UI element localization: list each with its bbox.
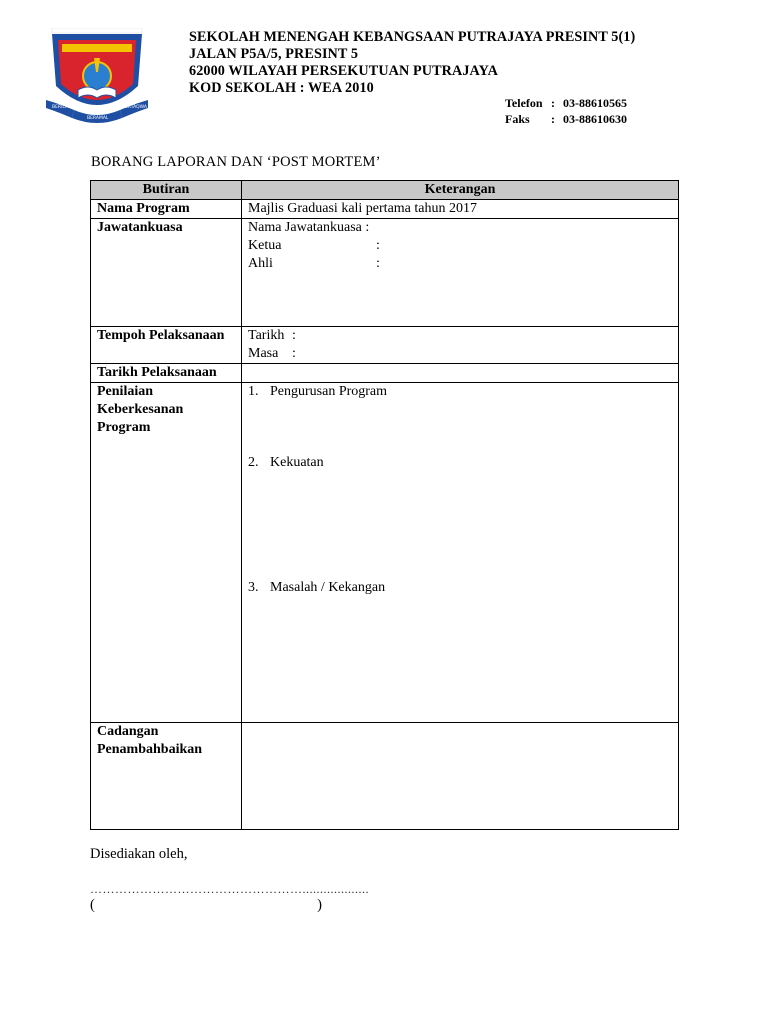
label-penilaian-l1: Penilaian [97,384,154,399]
row-jawatankuasa [91,219,679,327]
item-text: Kekuatan [270,455,324,470]
label-penilaian-l3: Program [97,420,151,435]
row-cadangan [91,723,679,830]
label-cadangan [91,723,242,830]
item-text: Masalah / Kekangan [270,580,386,595]
header-butiran: Butiran [91,181,242,200]
paren-close: ) [317,897,322,913]
penilaian-item-1 [248,383,672,401]
label-cadangan-l2: Penambahbaikan [97,742,203,757]
telefon-row [505,95,627,111]
label-jawatankuasa: Jawatankuasa [91,219,242,327]
signature-line[interactable]: ……………………………………………................... [90,882,369,896]
logo-motto-left: BERILMU [52,105,73,110]
value-nama-program[interactable]: Majlis Graduasi kali pertama tahun 2017 [242,200,679,219]
faks-row [505,111,627,127]
row-tempoh [91,327,679,364]
label-penilaian [91,383,242,723]
item-text: Pengurusan Program [270,384,388,399]
ahli-label: Ahli [248,256,273,271]
school-name: SEKOLAH MENENGAH KEBANGSAAN PUTRAJAYA PRESINT 5(1) [189,29,636,45]
logo-top-strip [52,28,142,33]
value-tempoh[interactable] [242,327,679,364]
header-keterangan: Keterangan [242,181,679,200]
label-cadangan-l1: Cadangan [97,724,159,739]
telefon-value: 03-88610565 [563,96,627,110]
ahli-colon: : [376,256,380,271]
value-penilaian[interactable] [242,383,679,723]
row-tarikh-pelaksanaan [91,364,679,383]
row-penilaian [91,383,679,723]
letterhead [189,29,635,97]
contact-block [505,95,627,127]
logo-motto-bottom: BERAMAL [87,116,109,121]
masa-colon: : [292,346,296,361]
row-nama-program [91,200,679,219]
masa-label: Masa [248,346,279,361]
item-number: 2. [248,455,259,470]
penilaian-item-2 [248,454,672,472]
name-parentheses[interactable] [90,897,322,914]
table-header-row [91,181,679,200]
faks-label: Faks [505,112,530,126]
school-logo [44,28,150,126]
value-tarikh-pelaksanaan[interactable] [242,364,679,383]
label-penilaian-l2: Keberkesanan [97,402,184,417]
faks-colon: : [551,112,555,126]
ketua-line [248,237,672,255]
telefon-colon: : [551,96,555,110]
telefon-label: Telefon [505,96,543,110]
logo-motto-right: BERTAQWA [122,105,147,110]
school-address-line2: 62000 WILAYAH PERSEKUTUAN PUTRAJAYA [189,63,498,79]
tarikh-line [248,327,672,345]
ketua-label: Ketua [248,238,282,253]
item-number: 3. [248,580,259,595]
label-tempoh: Tempoh Pelaksanaan [91,327,242,364]
tarikh-label: Tarikh [248,328,285,343]
penilaian-item-3 [248,579,672,597]
ketua-colon: : [376,238,380,253]
report-form-table [90,180,679,830]
masa-line [248,345,672,363]
form-title: BORANG LAPORAN DAN ‘POST MORTEM’ [91,154,381,170]
nama-jawatankuasa-line: Nama Jawatankuasa : [248,220,370,235]
label-nama-program: Nama Program [91,200,242,219]
paren-open: ( [90,897,95,913]
school-code: KOD SEKOLAH : WEA 2010 [189,80,374,96]
value-jawatankuasa[interactable] [242,219,679,327]
school-address-line1: JALAN P5A/5, PRESINT 5 [189,46,359,62]
prepared-by-label: Disediakan oleh, [90,846,188,862]
label-tarikh-pelaksanaan: Tarikh Pelaksanaan [91,364,242,383]
faks-value: 03-88610630 [563,112,627,126]
item-number: 1. [248,384,259,399]
tarikh-colon: : [292,328,296,343]
ahli-line [248,255,672,273]
value-cadangan[interactable] [242,723,679,830]
logo-yellow-band [62,44,132,52]
